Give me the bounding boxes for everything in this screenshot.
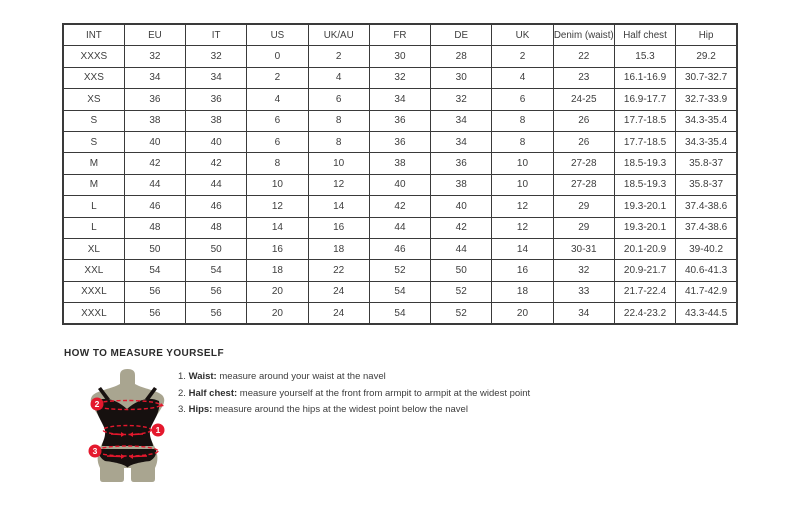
size-cell: 40.6-41.3 <box>676 260 737 281</box>
size-cell: 44 <box>369 217 430 238</box>
size-col-header: Half chest <box>614 24 675 46</box>
size-cell: 52 <box>431 303 492 325</box>
size-cell: 16.1-16.9 <box>614 67 675 88</box>
size-cell: 34 <box>431 110 492 131</box>
size-cell: 46 <box>369 238 430 259</box>
size-cell: 4 <box>492 67 553 88</box>
size-cell: XL <box>63 238 124 259</box>
size-cell: 24-25 <box>553 89 614 110</box>
marker-badge-waist <box>152 424 165 437</box>
size-cell: 32 <box>186 46 247 67</box>
size-col-header: INT <box>63 24 124 46</box>
size-row <box>63 303 737 325</box>
size-cell: 8 <box>308 110 369 131</box>
size-cell: 30.7-32.7 <box>676 67 737 88</box>
size-cell: 4 <box>308 67 369 88</box>
size-cell: 15.3 <box>614 46 675 67</box>
size-cell: 23 <box>553 67 614 88</box>
size-cell: 32 <box>369 67 430 88</box>
size-cell: 34 <box>553 303 614 325</box>
size-cell: 34.3-35.4 <box>676 110 737 131</box>
size-cell: 6 <box>247 110 308 131</box>
step-number: 2. <box>178 387 186 399</box>
size-row <box>63 46 737 67</box>
size-cell: 20.1-20.9 <box>614 238 675 259</box>
size-cell: 26 <box>553 110 614 131</box>
size-cell: 44 <box>124 174 185 195</box>
size-row <box>63 89 737 110</box>
size-cell: M <box>63 153 124 174</box>
size-cell: 35.8-37 <box>676 174 737 195</box>
size-cell: 38 <box>369 153 430 174</box>
measure-step <box>178 369 530 386</box>
size-cell: 42 <box>124 153 185 174</box>
size-cell: 27-28 <box>553 153 614 174</box>
size-cell: 44 <box>186 174 247 195</box>
step-description: measure yourself at the front from armpit to armpit at the widest point <box>239 387 531 399</box>
size-cell: 40 <box>124 131 185 152</box>
size-cell: 34 <box>186 67 247 88</box>
size-row <box>63 260 737 281</box>
size-cell: 18.5-19.3 <box>614 174 675 195</box>
size-cell: 10 <box>308 153 369 174</box>
size-cell: 54 <box>369 303 430 325</box>
size-cell: 20 <box>247 281 308 302</box>
size-cell: 21.7-22.4 <box>614 281 675 302</box>
size-cell: S <box>63 131 124 152</box>
size-row <box>63 67 737 88</box>
size-cell: 32 <box>124 46 185 67</box>
size-cell: L <box>63 196 124 217</box>
size-cell: 39-40.2 <box>676 238 737 259</box>
size-cell: 37.4-38.6 <box>676 217 737 238</box>
svg-text:2: 2 <box>94 399 100 409</box>
size-cell: 32 <box>553 260 614 281</box>
size-cell: XXXL <box>63 303 124 325</box>
size-cell: 20.9-21.7 <box>614 260 675 281</box>
size-cell: 20 <box>492 303 553 325</box>
size-cell: 44 <box>431 238 492 259</box>
size-chart-header <box>63 24 737 46</box>
size-cell: 20 <box>247 303 308 325</box>
size-cell: 56 <box>186 303 247 325</box>
size-cell: 19.3-20.1 <box>614 196 675 217</box>
size-cell: 40 <box>369 174 430 195</box>
size-cell: 24 <box>308 303 369 325</box>
size-cell: 2 <box>308 46 369 67</box>
size-cell: 48 <box>124 217 185 238</box>
size-cell: 54 <box>369 281 430 302</box>
size-cell: 29.2 <box>676 46 737 67</box>
size-cell: 34 <box>124 67 185 88</box>
size-col-header: EU <box>124 24 185 46</box>
size-cell: 34 <box>431 131 492 152</box>
size-cell: 54 <box>124 260 185 281</box>
size-cell: 50 <box>124 238 185 259</box>
size-cell: 10 <box>492 153 553 174</box>
size-cell: 46 <box>124 196 185 217</box>
size-cell: 18 <box>308 238 369 259</box>
step-description: measure around your waist at the navel <box>219 371 386 382</box>
size-cell: 40 <box>431 196 492 217</box>
size-cell: 30 <box>369 46 430 67</box>
size-cell: 18 <box>492 281 553 302</box>
size-cell: 29 <box>553 196 614 217</box>
size-cell: 29 <box>553 217 614 238</box>
size-cell: 36 <box>186 89 247 110</box>
size-cell: 22 <box>308 260 369 281</box>
size-cell: 56 <box>186 281 247 302</box>
size-cell: 36 <box>431 153 492 174</box>
size-cell: 6 <box>247 131 308 152</box>
size-cell: 12 <box>247 196 308 217</box>
size-cell: 16.9-17.7 <box>614 89 675 110</box>
size-cell: 12 <box>492 217 553 238</box>
size-cell: 2 <box>247 67 308 88</box>
size-cell: S <box>63 110 124 131</box>
size-cell: 37.4-38.6 <box>676 196 737 217</box>
size-row <box>63 217 737 238</box>
size-cell: 43.3-44.5 <box>676 303 737 325</box>
size-cell: 0 <box>247 46 308 67</box>
size-cell: 48 <box>186 217 247 238</box>
size-cell: 50 <box>186 238 247 259</box>
size-col-header: IT <box>186 24 247 46</box>
size-row <box>63 281 737 302</box>
size-cell: 42 <box>369 196 430 217</box>
size-cell: 18.5-19.3 <box>614 153 675 174</box>
header-row <box>63 24 737 46</box>
size-cell: 22 <box>553 46 614 67</box>
size-cell: 6 <box>308 89 369 110</box>
size-cell: 46 <box>186 196 247 217</box>
size-col-header: Denim (waist) <box>553 24 614 46</box>
size-cell: 30 <box>431 67 492 88</box>
size-cell: XXXL <box>63 281 124 302</box>
size-row <box>63 131 737 152</box>
size-cell: 52 <box>431 281 492 302</box>
size-cell: 22.4-23.2 <box>614 303 675 325</box>
size-cell: XXS <box>63 67 124 88</box>
size-cell: M <box>63 174 124 195</box>
measure-section-title: HOW TO MEASURE YOURSELF <box>64 348 224 359</box>
size-row <box>63 238 737 259</box>
size-row <box>63 110 737 131</box>
mannequin-figure <box>73 368 178 490</box>
measure-steps-list <box>178 369 530 419</box>
size-col-header: FR <box>369 24 430 46</box>
size-cell: 50 <box>431 260 492 281</box>
size-cell: 40 <box>186 131 247 152</box>
marker-badge-hips <box>89 445 102 458</box>
mannequin-illustration <box>73 368 178 490</box>
size-row <box>63 174 737 195</box>
size-cell: 30-31 <box>553 238 614 259</box>
size-cell: 36 <box>369 131 430 152</box>
size-cell: 38 <box>186 110 247 131</box>
size-col-header: UK/AU <box>308 24 369 46</box>
size-cell: L <box>63 217 124 238</box>
size-cell: 52 <box>369 260 430 281</box>
size-cell: 28 <box>431 46 492 67</box>
measure-step <box>178 402 530 419</box>
step-number: 3. <box>178 404 186 415</box>
size-cell: 38 <box>124 110 185 131</box>
size-cell: 8 <box>247 153 308 174</box>
size-col-header: Hip <box>676 24 737 46</box>
size-cell: 33 <box>553 281 614 302</box>
size-cell: 26 <box>553 131 614 152</box>
size-cell: 14 <box>308 196 369 217</box>
size-cell: 24 <box>308 281 369 302</box>
size-chart-table <box>62 23 738 325</box>
size-col-header: DE <box>431 24 492 46</box>
size-cell: XS <box>63 89 124 110</box>
size-cell: 32.7-33.9 <box>676 89 737 110</box>
size-cell: 42 <box>431 217 492 238</box>
size-cell: 17.7-18.5 <box>614 110 675 131</box>
size-cell: 2 <box>492 46 553 67</box>
size-col-header: UK <box>492 24 553 46</box>
size-cell: 54 <box>186 260 247 281</box>
size-cell: 41.7-42.9 <box>676 281 737 302</box>
size-cell: 8 <box>492 131 553 152</box>
size-cell: 6 <box>492 89 553 110</box>
size-cell: 8 <box>492 110 553 131</box>
size-cell: 17.7-18.5 <box>614 131 675 152</box>
size-cell: XXXS <box>63 46 124 67</box>
size-cell: 38 <box>431 174 492 195</box>
svg-text:1: 1 <box>155 425 161 435</box>
size-cell: 34 <box>369 89 430 110</box>
size-cell: 35.8-37 <box>676 153 737 174</box>
size-cell: 36 <box>369 110 430 131</box>
size-row <box>63 196 737 217</box>
size-cell: 12 <box>492 196 553 217</box>
size-cell: 12 <box>308 174 369 195</box>
step-label: Waist: <box>188 371 217 382</box>
size-cell: 19.3-20.1 <box>614 217 675 238</box>
size-cell: 32 <box>431 89 492 110</box>
marker-badge-chest <box>91 398 104 411</box>
svg-text:3: 3 <box>92 446 98 456</box>
size-cell: XXL <box>63 260 124 281</box>
step-number: 1. <box>178 371 186 382</box>
size-cell: 8 <box>308 131 369 152</box>
step-label: Half chest: <box>188 387 238 399</box>
size-cell: 16 <box>308 217 369 238</box>
size-cell: 34.3-35.4 <box>676 131 737 152</box>
step-label: Hips: <box>188 404 213 415</box>
size-chart-body <box>63 46 737 325</box>
size-cell: 16 <box>247 238 308 259</box>
measure-step <box>178 386 530 403</box>
size-cell: 27-28 <box>553 174 614 195</box>
size-cell: 16 <box>492 260 553 281</box>
size-cell: 18 <box>247 260 308 281</box>
size-cell: 14 <box>492 238 553 259</box>
size-cell: 4 <box>247 89 308 110</box>
size-cell: 56 <box>124 303 185 325</box>
step-description: measure around the hips at the widest point below the navel <box>214 404 468 415</box>
size-cell: 14 <box>247 217 308 238</box>
size-cell: 10 <box>247 174 308 195</box>
size-cell: 10 <box>492 174 553 195</box>
size-cell: 42 <box>186 153 247 174</box>
size-cell: 36 <box>124 89 185 110</box>
size-row <box>63 153 737 174</box>
size-cell: 56 <box>124 281 185 302</box>
size-col-header: US <box>247 24 308 46</box>
